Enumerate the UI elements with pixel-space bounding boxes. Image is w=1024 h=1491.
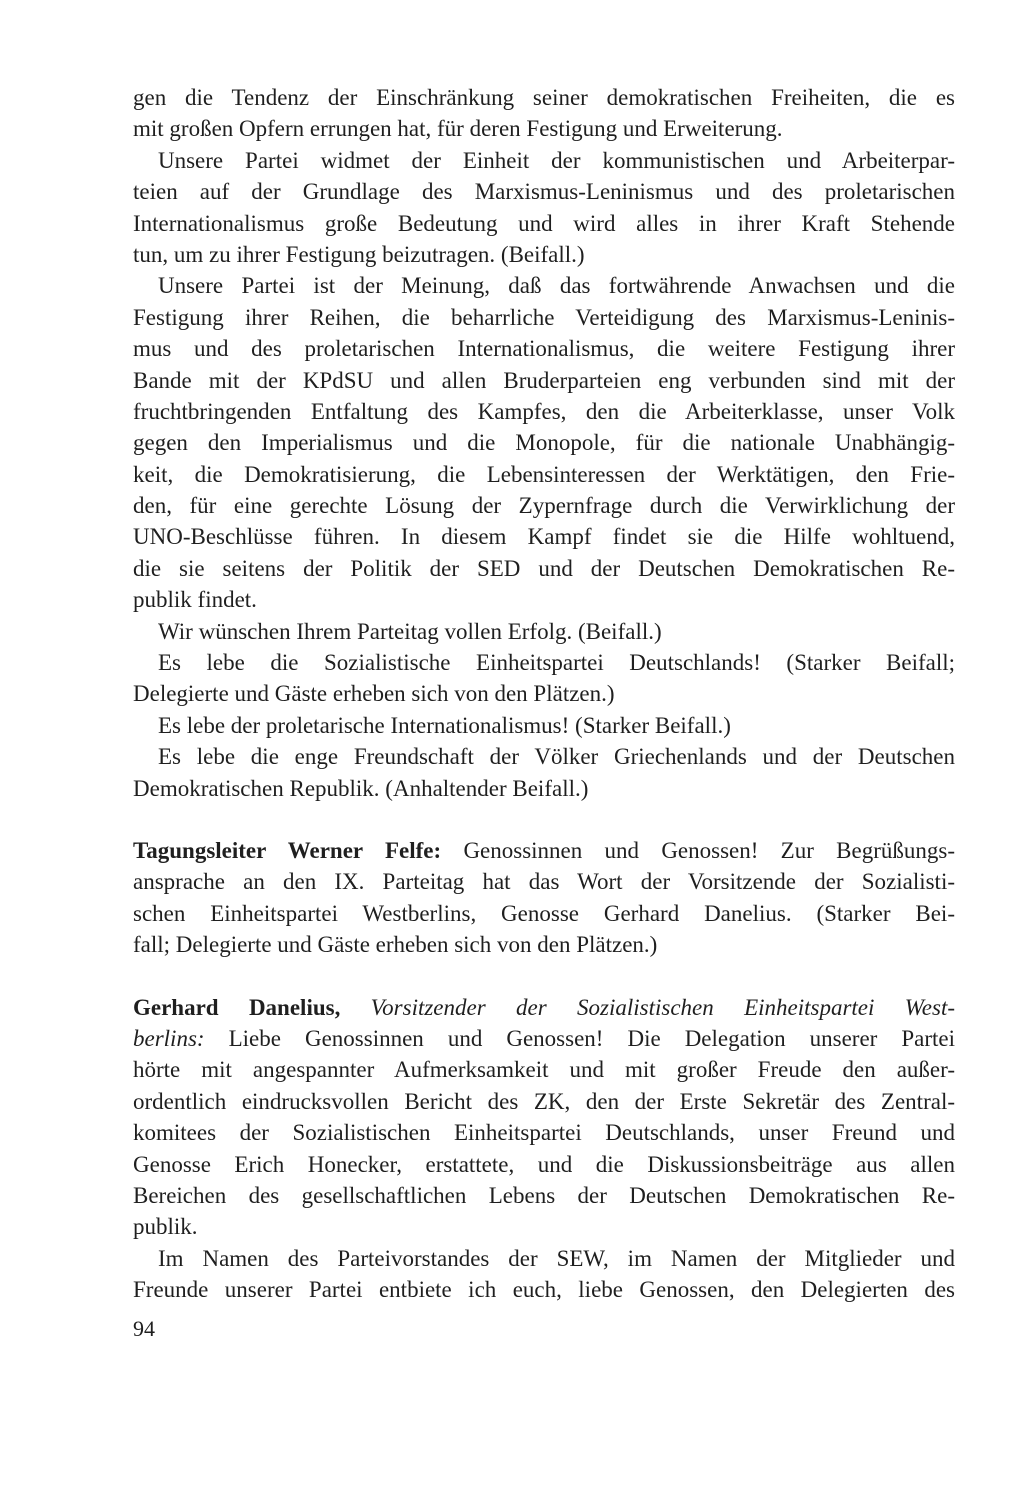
text-line: Genosse Erich Honecker, erstattete, und die Diskussionsbeiträge aus allen <box>133 1151 955 1177</box>
text-line: mus und des proletarischen Internationalismus, die weitere Festigung ihrer <box>133 336 955 362</box>
paragraph-long-live-friendship <box>133 741 955 804</box>
text-line: gegen den Imperialismus und die Monopole, für die nationale Unabhängig- <box>133 430 955 456</box>
text-line: gen die Tendenz der Einschränkung seiner demokratischen Freiheiten, die es <box>133 85 955 110</box>
paragraph-opinion <box>133 270 955 615</box>
text-line: komitees der Sozialistischen Einheitspartei Deutschlands, unser Freund und <box>133 1120 955 1146</box>
text-line: Bande mit der KPdSU und allen Bruderparteien eng verbunden sind mit der <box>133 367 955 393</box>
chair-announcement <box>133 835 955 961</box>
text-line: fall; Delegierte und Gäste erheben sich von den Plätzen.) <box>133 932 658 958</box>
section-gap <box>133 961 955 992</box>
text-line: Demokratischen Republik. (Anhaltender Beifall.) <box>133 775 589 801</box>
text-line <box>133 992 955 1023</box>
text-line: publik findet. <box>133 587 257 613</box>
text-line: Festigung ihrer Reihen, die beharrliche Verteidigung des Marxismus-Leninis- <box>133 304 955 330</box>
paragraph-continuation <box>133 82 955 145</box>
text-line: Unsere Partei ist der Meinung, daß das fortwährende Anwachsen und die <box>158 273 955 299</box>
paragraph-wish <box>133 616 955 647</box>
text-line: tun, um zu ihrer Festigung beizutragen. (Beifall.) <box>133 241 585 267</box>
paragraph-long-live-internationalism <box>133 710 955 741</box>
danelius-speech <box>133 992 955 1243</box>
text-line: Es lebe der proletarische Internationalismus! (Starker Beifall.) <box>158 712 731 738</box>
speaker-name: Gerhard Danelius, <box>133 994 341 1020</box>
text-line: UNO-Beschlüsse führen. In diesem Kampf findet sie die Hilfe wohltuend, <box>133 524 955 550</box>
text-line: Internationalismus große Bedeutung und wird alles in ihrer Kraft Stehende <box>133 210 955 236</box>
speaker-title: Vorsitzender der Sozialistischen Einheitspartei West- <box>340 994 955 1020</box>
text-line: Es lebe die Sozialistische Einheitspartei Deutschlands! (Starker Beifall; <box>158 650 955 676</box>
text-line: ansprache an den IX. Parteitag hat das Wort der Vorsitzende der Sozialisti- <box>133 869 955 895</box>
text-line <box>133 835 955 866</box>
paragraph-long-live-sed <box>133 647 955 710</box>
page-body <box>133 82 955 1305</box>
text-line: die sie seitens der Politik der SED und der Deutschen Demokratischen Re- <box>133 555 955 581</box>
section-gap <box>133 804 955 835</box>
text-line: publik. <box>133 1214 198 1240</box>
text-line: Bereichen des gesellschaftlichen Lebens der Deutschen Demokratischen Re- <box>133 1182 955 1208</box>
page-number: 94 <box>133 1316 155 1341</box>
paragraph-unity <box>133 145 955 271</box>
text-line: mit großen Opfern errungen hat, für deren Festigung und Erweiterung. <box>133 116 783 142</box>
speaker-title: berlins: <box>133 1025 205 1051</box>
text-line: hörte mit angespannter Aufmerksamkeit und mit großer Freude den außer- <box>133 1057 955 1083</box>
text-line: schen Einheitspartei Westberlins, Genosse Gerhard Danelius. (Starker Bei- <box>133 900 955 926</box>
text-line: Delegierte und Gäste erheben sich von den Plätzen.) <box>133 681 615 707</box>
text-line: Unsere Partei widmet der Einheit der kommunistischen und Arbeiterpar- <box>158 147 955 173</box>
text-fragment: Genossinnen und Genossen! Zur Begrüßungs- <box>441 837 955 863</box>
text-line: Freunde unserer Partei entbiete ich euch, liebe Genossen, den Delegierten des <box>133 1277 955 1303</box>
text-line: teien auf der Grundlage des Marxismus-Leninismus und des proletarischen <box>133 179 955 205</box>
text-line: Wir wünschen Ihrem Parteitag vollen Erfolg. (Beifall.) <box>158 618 662 644</box>
text-line: Im Namen des Parteivorstandes der SEW, im Namen der Mitglieder und <box>158 1245 955 1271</box>
text-line: keit, die Demokratisierung, die Lebensinteressen der Werktätigen, den Frie- <box>133 461 955 487</box>
text-fragment: Liebe Genossinnen und Genossen! Die Delegation unserer Partei <box>204 1025 955 1051</box>
text-line: Es lebe die enge Freundschaft der Völker Griechenlands und der Deutschen <box>158 744 955 770</box>
paragraph-greetings <box>133 1243 955 1306</box>
text-line: fruchtbringenden Entfaltung des Kampfes, den die Arbeiterklasse, unser Volk <box>133 398 955 424</box>
text-line: ordentlich eindrucksvollen Bericht des ZK, den der Erste Sekretär des Zentral- <box>133 1088 955 1114</box>
speaker-name: Tagungsleiter Werner Felfe: <box>133 837 442 863</box>
text-line <box>133 1023 955 1054</box>
text-line: den, für eine gerechte Lösung der Zypernfrage durch die Verwirklichung der <box>133 493 955 519</box>
